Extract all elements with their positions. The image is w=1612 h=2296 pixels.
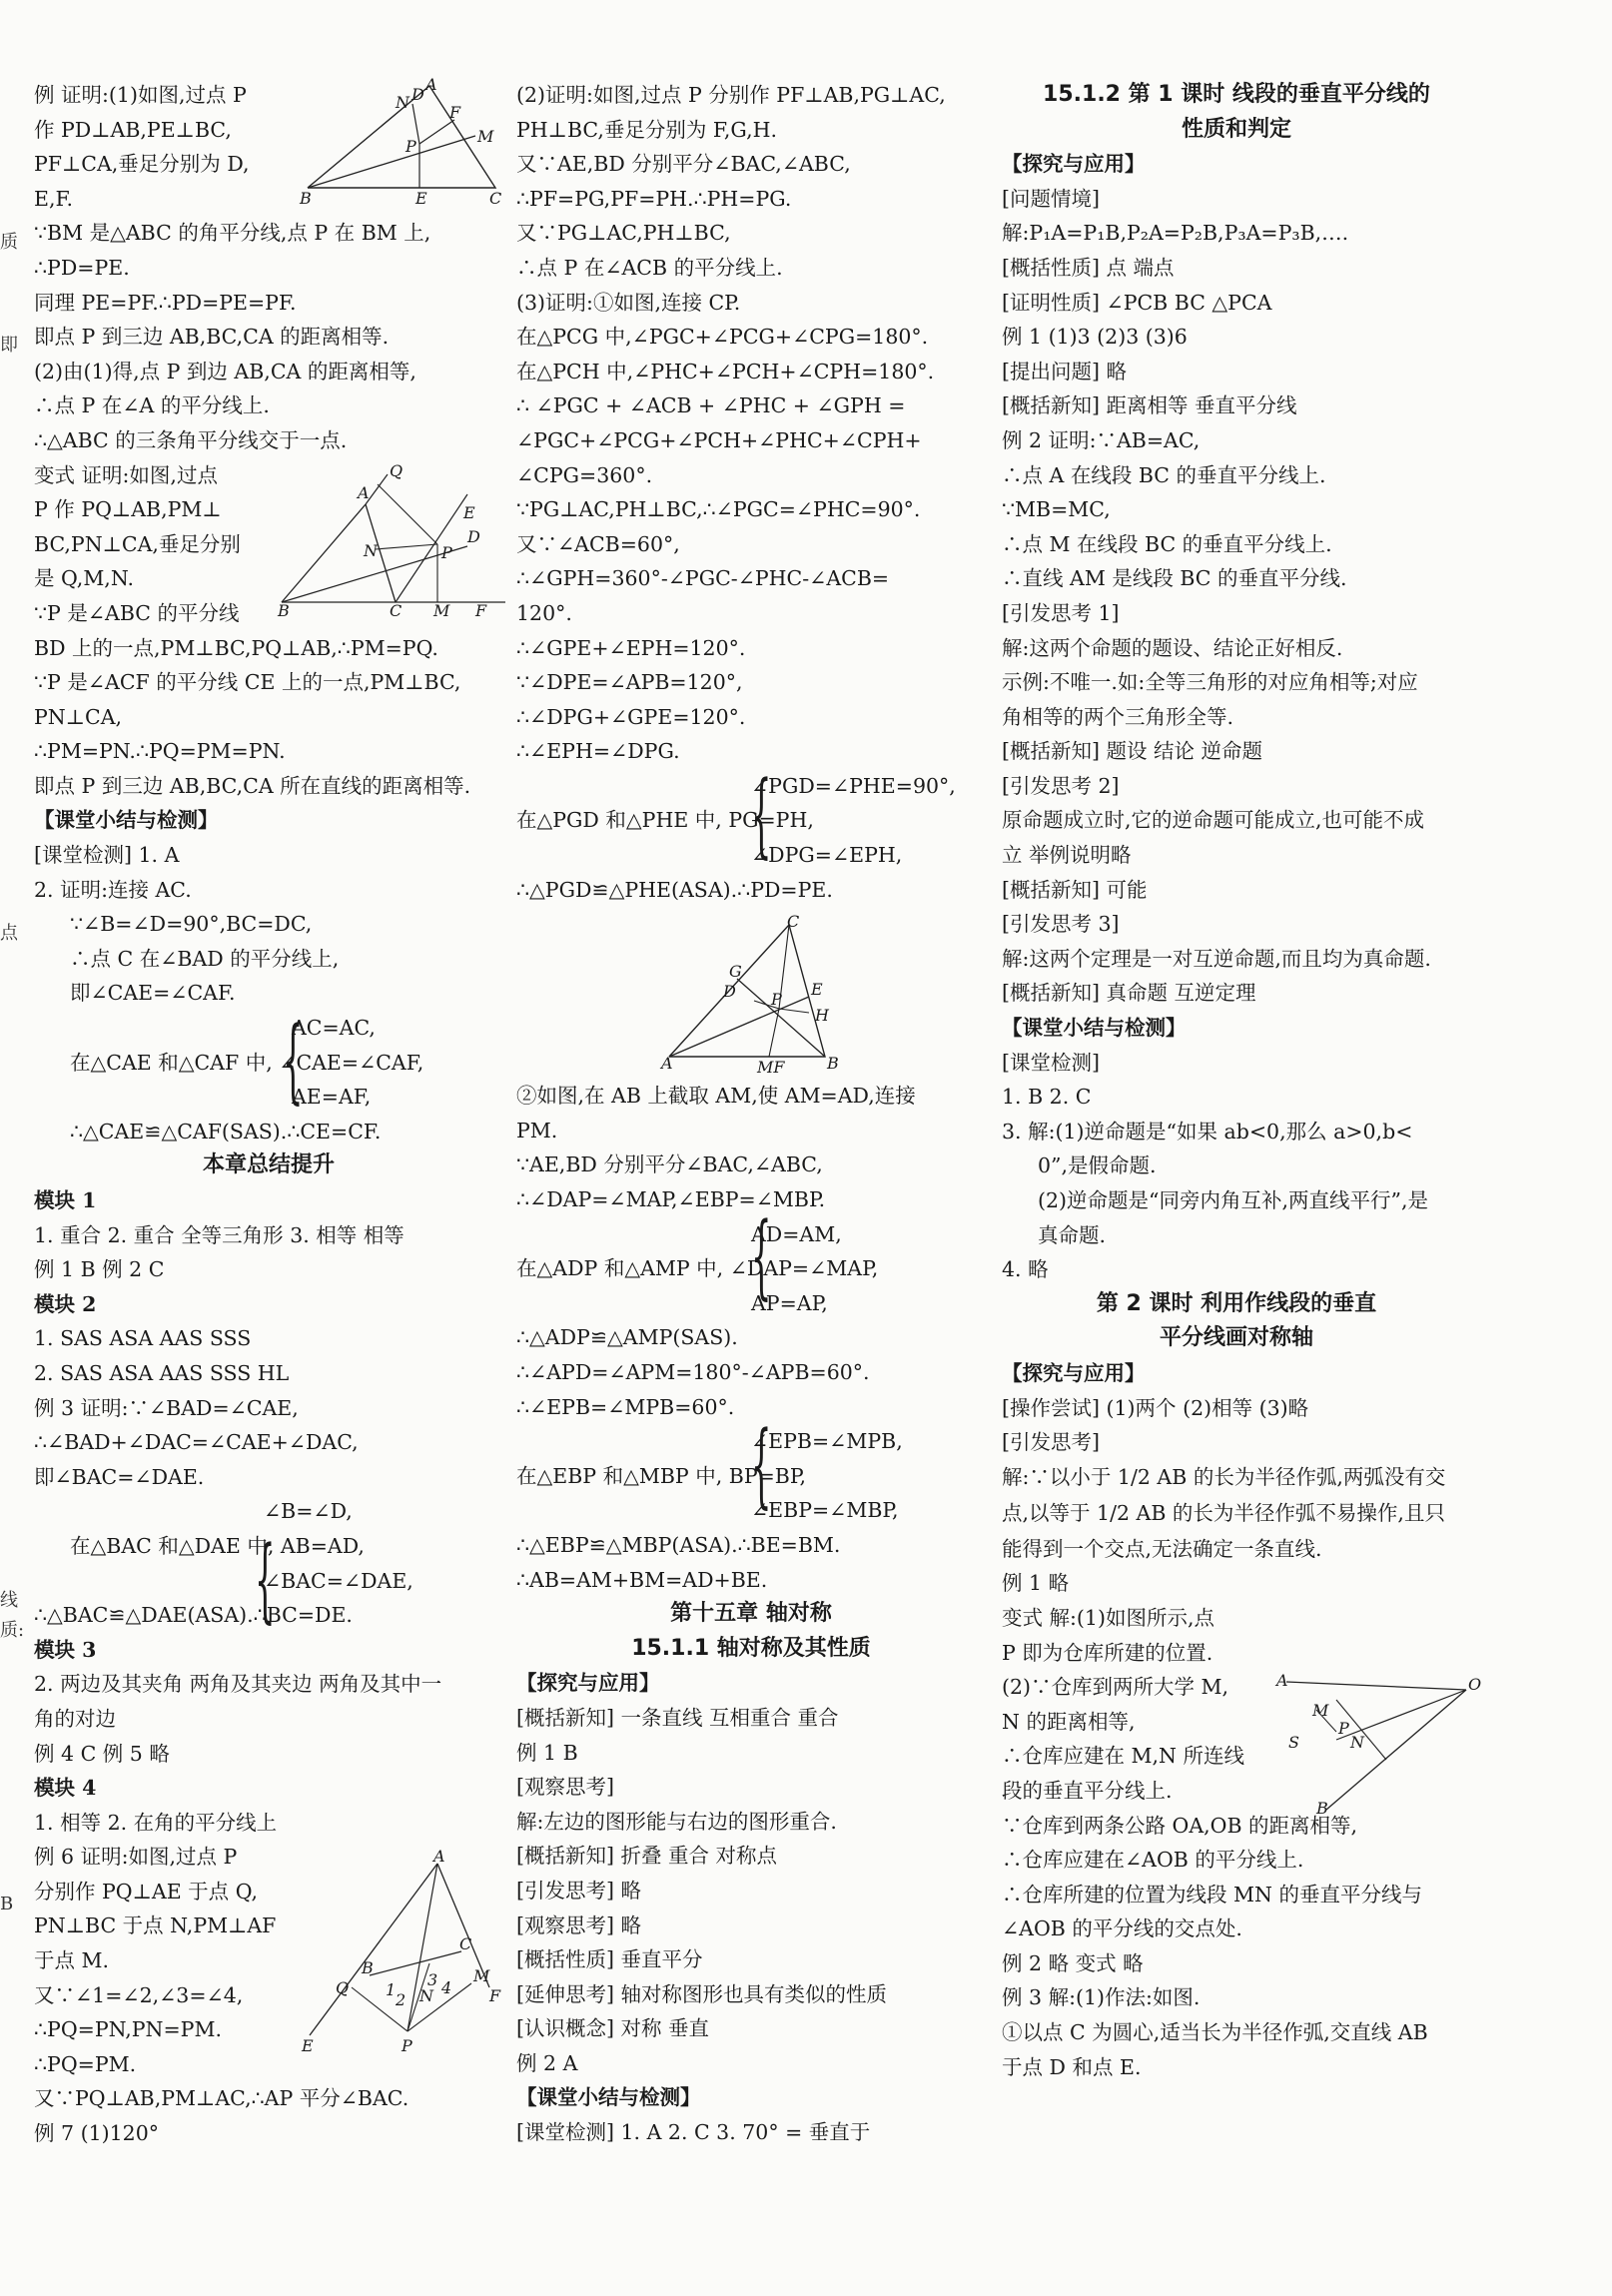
svg-text:M: M — [473, 1966, 490, 1985]
text-line: 例 1 B 例 2 C — [34, 1257, 165, 1282]
edge-mark: 质: — [0, 1620, 25, 1641]
text-line: ∴点 C 在∠BAD 的平分线上, — [70, 946, 340, 971]
text-line: [认识概念] 对称 垂直 — [516, 2016, 710, 2041]
section-tag: 【探究与应用】 — [516, 1671, 660, 1696]
text-line: BC,PN⊥CA,垂足分别 — [34, 531, 241, 556]
text-line: (2)由(1)得,点 P 到边 AB,CA 的距离相等, — [34, 359, 416, 383]
svg-text:N: N — [1350, 1733, 1364, 1752]
text-line: ∵P 是∠ABC 的平分线 — [34, 600, 240, 625]
section-tag: 【探究与应用】 — [1002, 1360, 1146, 1385]
text-line: 又∵AE,BD 分别平分∠BAC,∠ABC, — [516, 152, 851, 177]
text-line: ∴∠EPH=∠DPG. — [516, 739, 680, 764]
svg-text:E: E — [811, 980, 823, 999]
svg-text:N: N — [364, 541, 378, 560]
text-line: [观察思考] 略 — [516, 1913, 642, 1937]
text-line: ∠AOB 的平分线的交点处. — [1002, 1916, 1242, 1941]
text-line: PN⊥CA, — [34, 704, 123, 729]
chapter-heading: 第十五章 轴对称 — [670, 1601, 832, 1627]
svg-text:A: A — [358, 483, 370, 502]
text-line: ∴∠APD=∠APM=180°-∠APB=60°. — [516, 1360, 870, 1384]
text-line: ∴点 M 在线段 BC 的垂直平分线上. — [1002, 531, 1332, 556]
text-line: 能得到一个交点,无法确定一条直线. — [1002, 1536, 1322, 1561]
text-line: [概括新知] 真命题 互逆定理 — [1002, 981, 1256, 1006]
text-line: 1. 重合 2. 重合 全等三角形 3. 相等 相等 — [34, 1222, 404, 1247]
answer-column-2 — [516, 78, 986, 2150]
text-line: 例 7 (1)120° — [34, 2121, 159, 2146]
text-line: ∴∠DAP=∠MAP,∠EBP=∠MBP. — [516, 1187, 826, 1212]
text-line: ∴△ADP≌△AMP(SAS). — [516, 1325, 738, 1350]
text-line: 例 1 B — [516, 1740, 578, 1765]
section-tag: 【课堂小结与检测】 — [1002, 1016, 1187, 1041]
svg-text:2: 2 — [396, 1990, 406, 2009]
text-line: 在△PCG 中,∠PGC+∠PCG+∠CPG=180°. — [516, 325, 929, 350]
text-line: ∵∠DPE=∠APB=120°, — [516, 670, 743, 695]
text-line: ∴点 P 在∠A 的平分线上. — [34, 393, 270, 418]
text-line: [操作尝试] (1)两个 (2)相等 (3)略 — [1002, 1395, 1309, 1420]
text-line: 2. 证明:连接 AC. — [34, 877, 192, 902]
text-line: ∴点 P 在∠ACB 的平分线上. — [516, 255, 783, 280]
text-line: [证明性质] ∠PCB BC △PCA — [1002, 290, 1272, 315]
text-line: ∴仓库所建的位置为线段 MN 的垂直平分线与 — [1002, 1882, 1422, 1907]
text-line: 在△EBP 和△MBP 中, BP=BP, — [516, 1463, 807, 1488]
svg-text:M: M — [433, 601, 450, 620]
svg-text:A: A — [1276, 1671, 1288, 1690]
brace: { — [751, 1202, 772, 1309]
text-line: 即点 P 到三边 AB,BC,CA 所在直线的距离相等. — [34, 773, 471, 798]
edge-mark: 质 — [0, 232, 18, 253]
angle-figure — [300, 1847, 501, 2055]
text-line: 分别作 PQ⊥AE 于点 Q, — [34, 1879, 258, 1904]
text-line: 立 举例说明略 — [1002, 843, 1132, 868]
text-line: [问题情境] — [1002, 186, 1100, 211]
triangle-figure-1 — [300, 75, 509, 208]
text-line: [概括性质] 点 端点 — [1002, 255, 1175, 280]
text-line: ∵PG⊥AC,PH⊥BC,∴∠PGC=∠PHC=90°. — [516, 497, 921, 522]
text-line: 点,以等于 1/2 AB 的长为半径作弧不易操作,且只 — [1002, 1500, 1445, 1525]
svg-text:M: M — [477, 127, 494, 146]
svg-text:Q: Q — [336, 1978, 350, 1997]
svg-text:F: F — [475, 601, 487, 620]
text-line: ∠B=∠D, — [264, 1499, 353, 1524]
text-line: [课堂检测] 1. A 2. C 3. 70° = 垂直于 — [516, 2120, 871, 2145]
brace: { — [751, 1411, 772, 1518]
text-line: ∵仓库到两条公路 OA,OB 的距离相等, — [1002, 1813, 1358, 1838]
text-line: [引发思考 3] — [1002, 912, 1120, 937]
text-line: ∵∠B=∠D=90°,BC=DC, — [70, 912, 313, 937]
text-line: ∴∠BAD+∠DAC=∠CAE+∠DAC, — [34, 1430, 359, 1455]
brace: { — [751, 761, 772, 868]
text-line: 在△PCH 中,∠PHC+∠PCH+∠CPH=180°. — [516, 359, 935, 383]
text-line: 120°. — [516, 600, 572, 625]
svg-text:B: B — [827, 1054, 839, 1073]
svg-text:B: B — [362, 1958, 374, 1977]
text-line: [观察思考] — [516, 1775, 614, 1800]
text-line: [课堂检测] — [1002, 1050, 1100, 1075]
text-line: 解:P₁A=P₁B,P₂A=P₂B,P₃A=P₃B,…. — [1002, 221, 1349, 246]
svg-text:O: O — [1468, 1675, 1482, 1694]
brace: { — [255, 1526, 276, 1633]
answer-column-1 — [34, 78, 503, 2151]
text-line: 于点 D 和点 E. — [1002, 2054, 1142, 2079]
text-line: 即∠CAE=∠CAF. — [70, 981, 236, 1006]
svg-text:1: 1 — [386, 1980, 397, 1999]
svg-text:E: E — [415, 189, 427, 208]
text-line: ∴△CAE≌△CAF(SAS).∴CE=CF. — [70, 1119, 382, 1144]
text-line: 例 3 解:(1)作法:如图. — [1002, 1985, 1201, 2010]
text-line: ∴∠DPG+∠GPE=120°. — [516, 704, 746, 729]
text-line: [课堂检测] 1. A — [34, 843, 180, 868]
text-line: 1. SAS ASA AAS SSS — [34, 1326, 252, 1351]
text-line: ∴△PGD≌△PHE(ASA).∴PD=PE. — [516, 877, 833, 902]
text-line: 角相等的两个三角形全等. — [1002, 704, 1234, 729]
svg-text:F: F — [449, 103, 461, 122]
svg-text:P: P — [441, 543, 452, 562]
text-line: AD=AM, — [751, 1221, 842, 1246]
text-line: P 即为仓库所建的位置. — [1002, 1640, 1213, 1665]
text-line: 原命题成立时,它的逆命题可能成立,也可能不成 — [1002, 808, 1425, 833]
brace: { — [283, 1007, 304, 1114]
text-line: 2. SAS ASA AAS SSS HL — [34, 1360, 290, 1385]
text-line: PF⊥CA,垂足分别为 D, — [34, 152, 250, 177]
text-line: 例 1 (1)3 (2)3 (3)6 — [1002, 325, 1188, 350]
svg-text:B: B — [300, 189, 312, 208]
text-line: 于点 M. — [34, 1948, 110, 1973]
text-line: [概括新知] 一条直线 互相重合 重合 — [516, 1705, 839, 1730]
text-line: ∴∠GPH=360°-∠PGC-∠PHC-∠ACB= — [516, 566, 890, 591]
text-line: ∴PF=PG,PF=PH.∴PH=PG. — [516, 186, 792, 211]
text-line: AC=AC, — [292, 1016, 376, 1041]
svg-text:D: D — [723, 982, 736, 1001]
svg-text:E: E — [463, 503, 475, 522]
text-line: ∴∠EPB=∠MPB=60°. — [516, 1394, 735, 1419]
text-line: [延伸思考] 轴对称图形也具有类似的性质 — [516, 1981, 888, 2006]
text-line: 在△BAC 和△DAE 中, AB=AD, — [70, 1533, 365, 1558]
svg-text:C: C — [390, 601, 403, 620]
svg-text:4: 4 — [441, 1978, 452, 1997]
section-heading: 15.1.1 轴对称及其性质 — [631, 1635, 871, 1661]
text-line: ∴AB=AM+BM=AD+BE. — [516, 1567, 768, 1592]
text-line: ∴PD=PE. — [34, 255, 130, 280]
svg-text:A: A — [433, 1847, 445, 1866]
text-line: (3)证明:①如图,连接 CP. — [516, 290, 741, 315]
text-line: ∠EPB=∠MPB, — [751, 1429, 903, 1454]
text-line: ∴仓库应建在 M,N 所连线 — [1002, 1744, 1244, 1769]
svg-text:B: B — [1316, 1799, 1328, 1818]
svg-text:S: S — [1288, 1733, 1299, 1752]
text-line: 0”,是假命题. — [1038, 1153, 1157, 1178]
text-line: PN⊥BC 于点 N,PM⊥AF — [34, 1913, 277, 1938]
text-line: PM. — [516, 1118, 558, 1143]
text-line: ∴PQ=PM. — [34, 2051, 137, 2076]
svg-text:A: A — [661, 1054, 673, 1073]
svg-text:M: M — [1312, 1701, 1329, 1720]
text-line: 在△ADP 和△AMP 中, ∠DAP=∠MAP, — [516, 1256, 879, 1281]
text-line: ∵P 是∠ACF 的平分线 CE 上的一点,PM⊥BC, — [34, 670, 461, 695]
text-line: [引发思考 2] — [1002, 773, 1120, 798]
svg-text:C: C — [489, 189, 502, 208]
svg-text:MF: MF — [757, 1058, 785, 1077]
text-line: 真命题. — [1038, 1222, 1107, 1247]
text-line: 变式 解:(1)如图所示,点 — [1002, 1605, 1214, 1630]
text-line: BD 上的一点,PM⊥BC,PQ⊥AB,∴PM=PQ. — [34, 635, 438, 660]
text-line: ∴ ∠PGC + ∠ACB + ∠PHC + ∠GPH = — [516, 393, 906, 418]
svg-text:F: F — [489, 1986, 501, 2005]
text-line: 4. 略 — [1002, 1257, 1049, 1282]
svg-text:P: P — [1338, 1719, 1349, 1738]
module-label: 模块 2 — [34, 1291, 97, 1316]
text-line: 在△CAE 和△CAF 中, ∠CAE=∠CAF, — [70, 1050, 424, 1075]
svg-text:N: N — [419, 1986, 433, 2005]
section-heading: 本章总结提升 — [202, 1152, 335, 1178]
section-heading: 15.1.2 第 1 课时 线段的垂直平分线的 — [1043, 82, 1430, 107]
text-line: [概括新知] 可能 — [1002, 877, 1148, 902]
text-line: ∴∠GPE+∠EPH=120°. — [516, 635, 746, 660]
svg-text:C: C — [787, 912, 800, 931]
text-line: ②如图,在 AB 上截取 AM,使 AM=AD,连接 — [516, 1084, 916, 1109]
svg-text:P: P — [771, 990, 782, 1009]
section-tag: 【课堂小结与检测】 — [516, 2085, 701, 2110]
edge-mark: 点 — [0, 923, 18, 944]
text-line: [概括性质] 垂直平分 — [516, 1947, 703, 1972]
text-line: ∴PM=PN.∴PQ=PM=PN. — [34, 739, 286, 764]
text-line: [概括新知] 折叠 重合 对称点 — [516, 1844, 778, 1869]
text-line: PH⊥BC,垂足分别为 F,G,H. — [516, 117, 777, 142]
svg-text:G: G — [729, 962, 742, 981]
text-line: AE=AF, — [292, 1085, 372, 1110]
svg-text:Q: Q — [390, 461, 403, 480]
section-heading: 第 2 课时 利用作线段的垂直 — [1096, 1290, 1377, 1316]
text-line: ∠PGD=∠PHE=90°, — [751, 773, 956, 798]
text-line: 2. 两边及其夹角 两角及其夹边 两角及其中一 — [34, 1672, 442, 1697]
text-line: [引发思考] 略 — [516, 1878, 642, 1903]
text-line: [概括新知] 距离相等 垂直平分线 — [1002, 393, 1297, 418]
svg-text:E: E — [302, 2036, 314, 2055]
text-line: ∴△BAC≌△DAE(ASA).∴BC=DE. — [34, 1603, 353, 1628]
text-line: ∵BM 是△ABC 的角平分线,点 P 在 BM 上, — [34, 221, 431, 246]
text-line: 即点 P 到三边 AB,BC,CA 的距离相等. — [34, 325, 390, 350]
module-label: 模块 3 — [34, 1637, 97, 1662]
section-heading: 性质和判定 — [1181, 116, 1291, 142]
text-line: [引发思考 1] — [1002, 600, 1120, 625]
svg-text:P: P — [405, 137, 416, 156]
text-line: 例 2 略 变式 略 — [1002, 1950, 1144, 1975]
text-line: ∠BAC=∠DAE, — [264, 1568, 413, 1593]
text-line: 例 2 证明:∵AB=AC, — [1002, 427, 1201, 452]
text-line: [引发思考] — [1002, 1430, 1100, 1455]
svg-text:3: 3 — [427, 1970, 438, 1989]
text-line: 又∵PG⊥AC,PH⊥BC, — [516, 221, 731, 246]
svg-text:N: N — [396, 93, 409, 112]
text-line: 例 证明:(1)如图,过点 P — [34, 83, 247, 107]
module-label: 模块 1 — [34, 1188, 97, 1212]
text-line: ∴△ABC 的三条角平分线交于一点. — [34, 427, 348, 452]
text-line: 例 1 略 — [1002, 1571, 1070, 1596]
text-line: ∴△EBP≌△MBP(ASA).∴BE=BM. — [516, 1532, 841, 1557]
text-line: [提出问题] 略 — [1002, 359, 1128, 383]
text-line: 例 3 证明:∵∠BAD=∠CAE, — [34, 1395, 299, 1420]
text-line: ∴点 A 在线段 BC 的垂直平分线上. — [1002, 462, 1326, 487]
angle-bisector-figure — [1276, 1670, 1482, 1820]
text-line: 例 4 C 例 5 略 — [34, 1741, 170, 1766]
section-heading: 平分线画对称轴 — [1159, 1325, 1313, 1351]
section-tag: 【课堂小结与检测】 — [34, 808, 219, 833]
text-line: 又∵∠1=∠2,∠3=∠4, — [34, 1982, 244, 2007]
text-line: ∠PGC+∠PCG+∠PCH+∠PHC+∠CPH+ — [516, 427, 922, 452]
text-line: 又∵PQ⊥AB,PM⊥AC,∴AP 平分∠BAC. — [34, 2086, 409, 2111]
text-line: 解:左边的图形能与右边的图形重合. — [516, 1809, 837, 1834]
text-line: 解:这两个命题的题设、结论正好相反. — [1002, 635, 1343, 660]
text-line: P 作 PQ⊥AB,PM⊥ — [34, 497, 222, 522]
text-line: (2)逆命题是“同旁内角互补,两直线平行”,是 — [1038, 1188, 1429, 1212]
edge-mark: B — [0, 1894, 14, 1914]
text-line: 1. B 2. C — [1002, 1085, 1092, 1110]
text-line: 在△PGD 和△PHE 中, PG=PH, — [516, 808, 814, 833]
text-line: 即∠BAC=∠DAE. — [34, 1464, 205, 1489]
svg-text:D: D — [467, 527, 480, 546]
text-line: ∴仓库应建在∠AOB 的平分线上. — [1002, 1848, 1304, 1873]
text-line: ∵MB=MC, — [1002, 497, 1111, 522]
text-line: (2)∵仓库到两所大学 M, — [1002, 1675, 1229, 1700]
text-line: ∴PQ=PN,PN=PM. — [34, 2017, 222, 2042]
text-line: 例 6 证明:如图,过点 P — [34, 1845, 238, 1870]
text-line: ∠CPG=360°. — [516, 462, 653, 487]
triangle-figure-3 — [659, 912, 849, 1077]
text-line: 示例:不唯一.如:全等三角形的对应角相等;对应 — [1002, 670, 1418, 695]
triangle-figure-2 — [278, 461, 507, 620]
text-line: [概括新知] 题设 结论 逆命题 — [1002, 739, 1263, 764]
svg-text:A: A — [425, 75, 437, 94]
text-line: E,F. — [34, 186, 74, 211]
svg-text:C: C — [459, 1934, 472, 1953]
edge-mark: 即 — [0, 335, 18, 356]
text-line: 同理 PE=PF.∴PD=PE=PF. — [34, 290, 297, 315]
text-line: 3. 解:(1)逆命题是“如果 ab<0,那么 a>0,b< — [1002, 1119, 1413, 1144]
text-line: ①以点 C 为圆心,适当长为半径作弧,交直线 AB — [1002, 2020, 1428, 2045]
svg-text:D: D — [411, 85, 424, 104]
text-line: N 的距离相等, — [1002, 1709, 1136, 1734]
text-line: (2)证明:如图,过点 P 分别作 PF⊥AB,PG⊥AC, — [516, 83, 946, 107]
svg-text:H: H — [815, 1006, 829, 1025]
text-line: 解:这两个定理是一对互逆命题,而且均为真命题. — [1002, 946, 1431, 971]
text-line: ∠EBP=∠MBP, — [751, 1498, 899, 1523]
text-line: 段的垂直平分线上. — [1002, 1778, 1173, 1803]
text-line: ∴直线 AM 是线段 BC 的垂直平分线. — [1002, 566, 1347, 591]
text-line: 是 Q,M,N. — [34, 566, 134, 591]
text-line: ∠DPG=∠EPH, — [751, 843, 903, 868]
svg-text:B: B — [278, 601, 290, 620]
svg-text:P: P — [402, 2036, 412, 2055]
text-line: 又∵∠ACB=60°, — [516, 531, 680, 556]
text-line: ∵AE,BD 分别平分∠BAC,∠ABC, — [516, 1152, 823, 1177]
text-line: 例 2 A — [516, 2050, 578, 2075]
edge-mark: 线 — [0, 1590, 18, 1611]
text-line: 1. 相等 2. 在角的平分线上 — [34, 1810, 278, 1835]
module-label: 模块 4 — [34, 1776, 97, 1801]
text-line: 变式 证明:如图,过点 — [34, 462, 218, 487]
section-tag: 【探究与应用】 — [1002, 152, 1146, 177]
text-line: 作 PD⊥AB,PE⊥BC, — [34, 117, 232, 142]
text-line: 角的对边 — [34, 1706, 116, 1731]
text-line: 解:∵以小于 1/2 AB 的长为半径作弧,两弧没有交 — [1002, 1464, 1446, 1489]
text-line: AP=AP, — [751, 1290, 828, 1315]
